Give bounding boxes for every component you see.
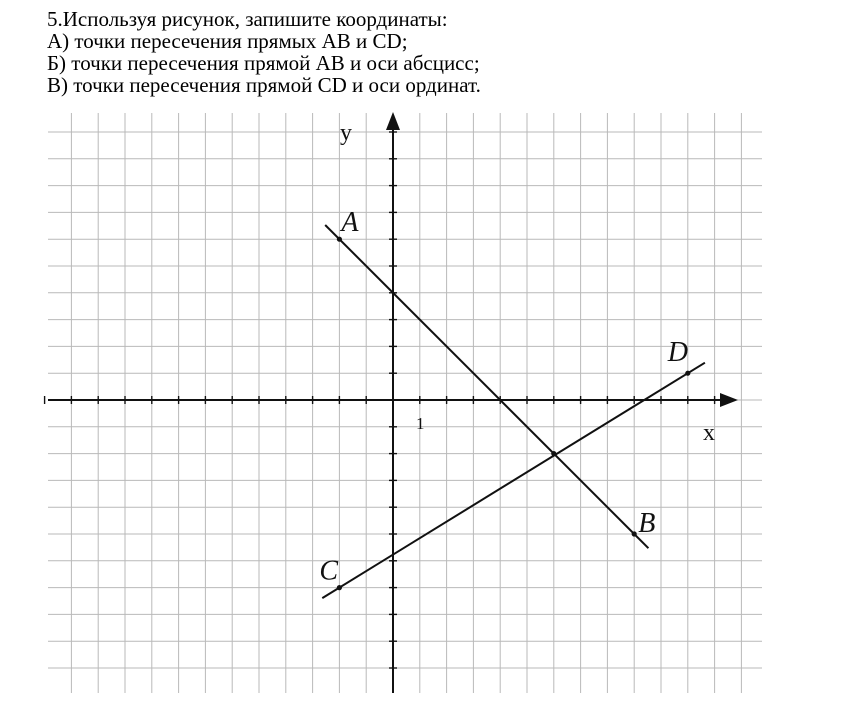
point-label-d: D [667, 337, 689, 369]
point-label-a: A [341, 207, 359, 239]
point-d [685, 371, 690, 376]
point-label-c: C [319, 555, 339, 587]
grid [48, 113, 762, 693]
labels [319, 120, 715, 587]
task-item-b: Б) точки пересечения прямой АВ и оси абсцисс; [47, 51, 480, 75]
x-axis-label: x [703, 420, 715, 446]
task-item-a: А) точки пересечения прямых АВ и CD; [47, 29, 408, 53]
unit-label: 1 [416, 414, 425, 433]
intersection-point [551, 451, 556, 456]
task-title: 5.Используя рисунок, запишите координаты: [47, 7, 448, 31]
line-ab [325, 225, 648, 548]
y-axis-label: y [340, 120, 352, 146]
task-item-c: В) точки пересечения прямой CD и оси ординат. [47, 73, 481, 97]
y-axis-arrow [386, 112, 400, 130]
lines [322, 225, 705, 598]
x-axis-arrow [720, 393, 738, 407]
point-label-b: B [638, 508, 656, 539]
point-b [632, 531, 637, 536]
